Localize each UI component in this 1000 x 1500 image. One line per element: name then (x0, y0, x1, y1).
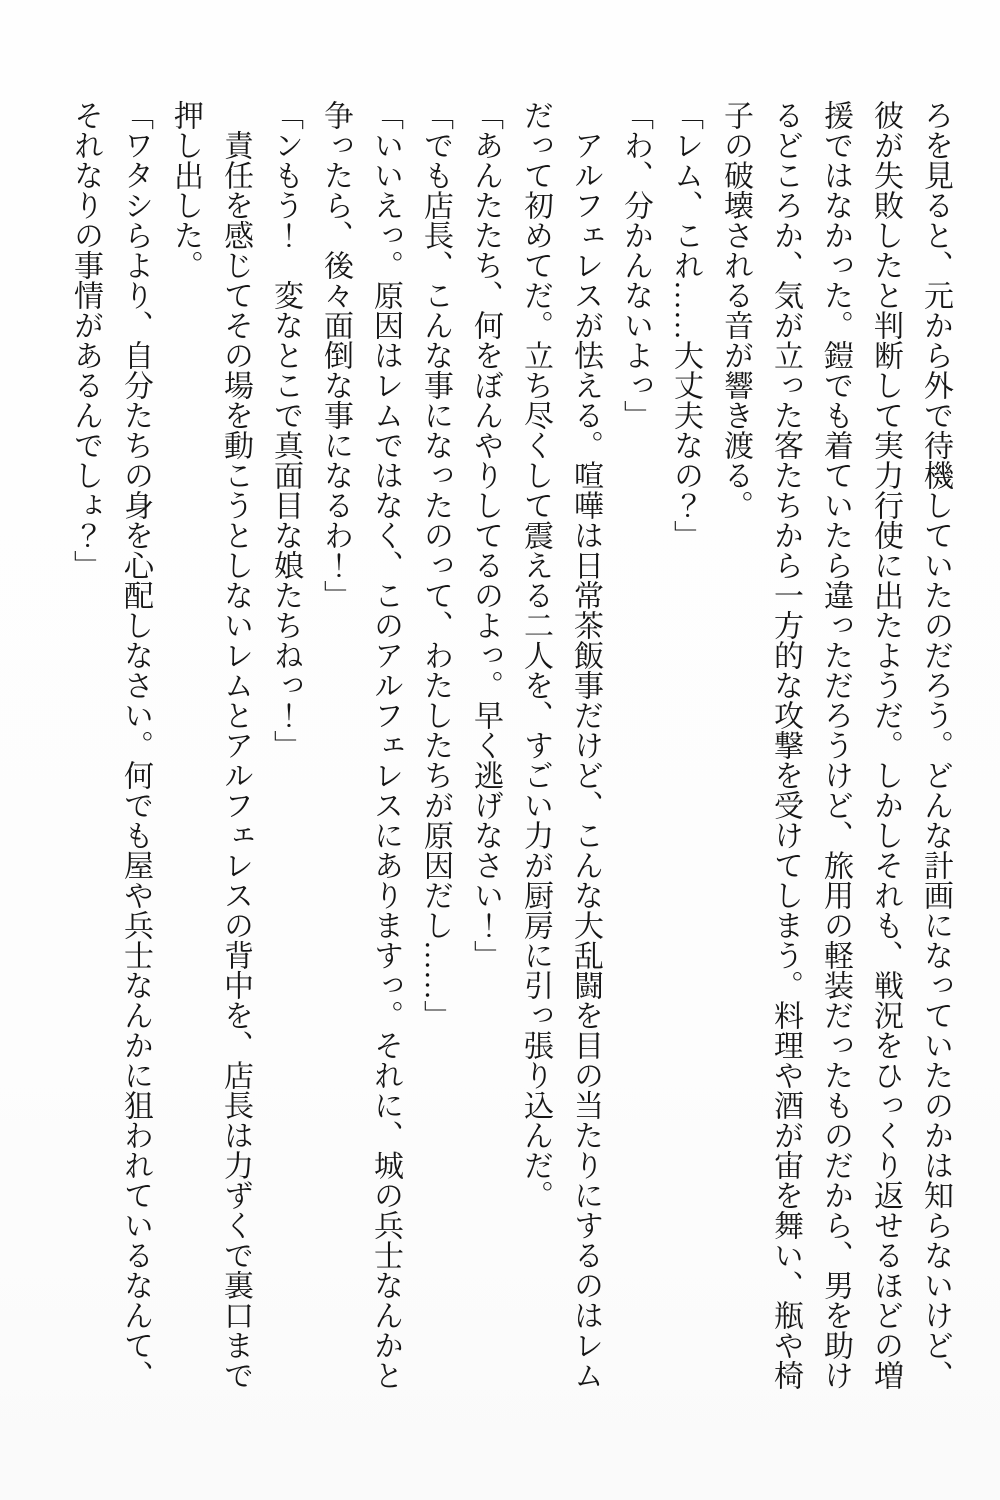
paragraph-narration: 責任を感じてその場を動こうとしないレムとアルフェレスの背中を、店長は力ずくで裏口まで押し出した。 (169, 100, 252, 1390)
paragraph-dialogue: 「いいえっ。原因はレムではなく、このアルフェレスにありますっ。それに、城の兵士なんかと争ったら、後々面倒な事になるわ！」 (319, 100, 402, 1390)
vertical-text-block (60, 100, 960, 1390)
paragraph-dialogue: 「わ、分かんないよっ」 (619, 100, 652, 430)
paragraph-dialogue: 「レム、これ……大丈夫なの？」 (669, 100, 702, 550)
paragraph-dialogue: 「ンもう！ 変なとこで真面目な娘たちねっ！」 (269, 100, 302, 760)
paragraph-dialogue: 「あんたたち、何をぼんやりしてるのよっ。早く逃げなさい！」 (469, 100, 502, 970)
paragraph-narration: ろを見ると、元から外で待機していたのだろう。どんな計画になっていたのかは知らないけど、彼が失敗したと判断して実力行使に出たようだ。しかしそれも、戦況をひっくり返せるほどの増援ではなかった。鎧でも着ていたら違っただろうけど、旅用の軽装だったものだから、男を助けるどころか、気が立った客たちから一方的な攻撃を受けてしまう。料理や酒が宙を舞い、瓶や椅子の破壊される音が響き渡る。 (719, 100, 952, 1390)
paragraph-dialogue: 「でも店長、こんな事になったのって、わたしたちが原因だし……」 (419, 100, 452, 1030)
paragraph-dialogue: 「ワタシらより、自分たちの身を心配しなさい。何でも屋や兵士なんかに狙われているなんて、それなりの事情があるんでしょ？」 (69, 100, 152, 1390)
paragraph-narration: アルフェレスが怯える。喧嘩は日常茶飯事だけど、こんな大乱闘を目の当たりにするのはレムだって初めてだ。立ち尽くして震える二人を、すごい力が厨房に引っ張り込んだ。 (519, 100, 602, 1390)
